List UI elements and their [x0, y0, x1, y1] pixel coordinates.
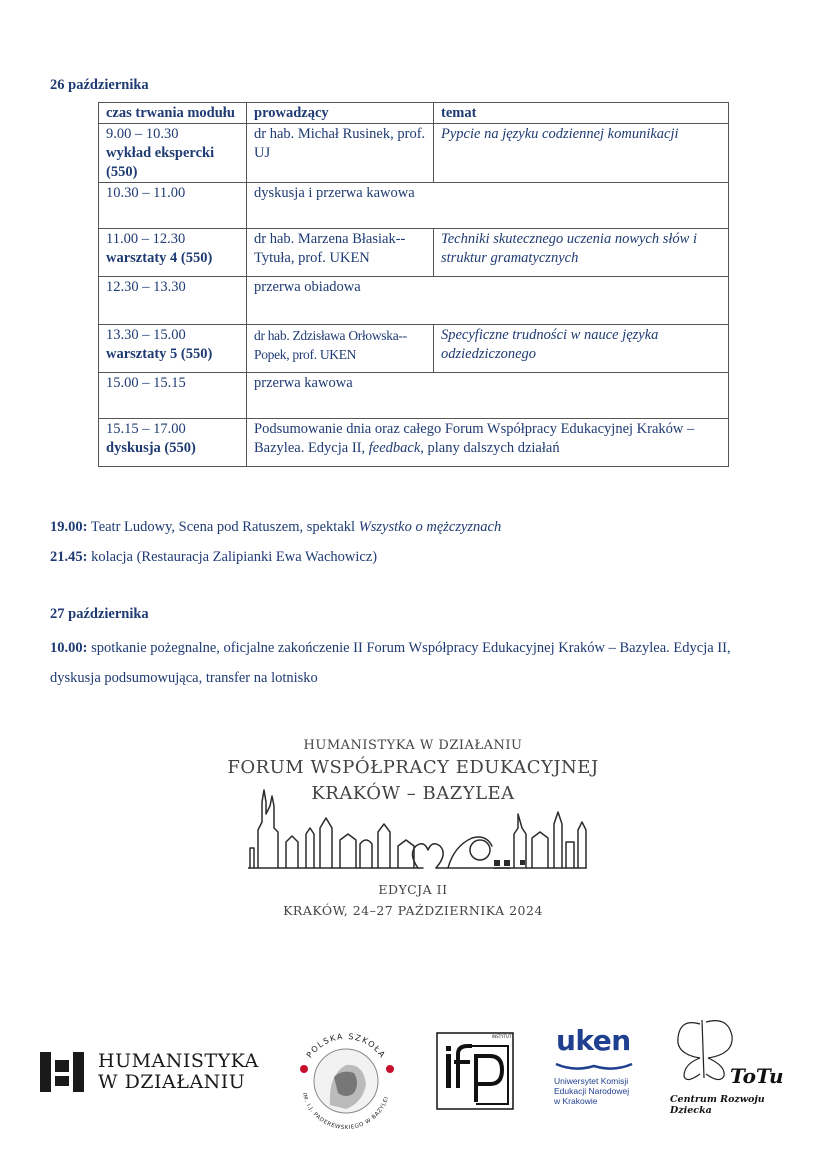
totu-brand: ToTu: [730, 1064, 784, 1088]
row-topic: Techniki skutecznego uczenia nowych słów i struktur gramatycznych: [434, 229, 729, 277]
event-logo-line1: HUMANISTYKA W DZIAŁANIU: [303, 738, 523, 753]
uken-logo: [552, 1024, 648, 1108]
header-topic: temat: [434, 103, 729, 124]
totu-caption: Centrum Rozwoju Dziecka: [670, 1094, 765, 1116]
row-time: 13.30 – 15.00: [106, 327, 186, 343]
day-heading-26: 26 października: [50, 77, 149, 93]
totu-logo: [666, 1014, 786, 1114]
row-type: warsztaty 5 (550): [106, 346, 213, 362]
row-type: wykład ekspercki (550): [106, 145, 215, 180]
row-time: 9.00 – 10.30: [106, 126, 179, 142]
uken-line1: Uniwersytet Komisji: [554, 1076, 629, 1086]
row-time: 15.15 – 17.00: [106, 421, 186, 437]
row-type: dyskusja (550): [106, 440, 196, 456]
evening-item-dinner: 21.45: kolacja (Restauracja Zalipianki Ewa Wachowicz): [50, 549, 378, 565]
svg-text:POLSKA SZKOŁA: POLSKA SZKOŁA: [304, 1031, 388, 1061]
event-logo-dates: KRAKÓW, 24–27 PAŹDZIERNIKA 2024: [283, 903, 543, 918]
row-topic: Pypcie na języku codziennej komunikacji: [434, 124, 729, 183]
humanistyka-mark-icon: [40, 1052, 84, 1092]
humanistyka-line2: W DZIAŁANIU: [98, 1071, 246, 1093]
row-time: 11.00 – 12.30: [106, 231, 186, 247]
uken-line3: w Krakowie: [554, 1096, 598, 1106]
row-speaker: dr hab. Zdzisława Orłowska--Popek, prof. UKEN: [247, 325, 434, 373]
svg-text:INSTYTUT: INSTYTUT: [492, 1034, 512, 1039]
schedule-table: [98, 102, 729, 467]
row-time: 12.30 – 13.30: [99, 277, 247, 325]
polska-szkola-logo: [290, 1025, 402, 1137]
humanistyka-line1: HUMANISTYKA: [98, 1050, 259, 1072]
table-row: [99, 229, 729, 277]
row-speaker: dr hab. Marzena Błasiak--Tytuła, prof. UKEN: [247, 229, 434, 277]
humanistyka-logo: [40, 1050, 260, 1094]
table-header-row: [99, 103, 729, 124]
svg-text:IM. I.J. PADEREWSKIEGO W BAZYL: IM. I.J. PADEREWSKIEGO W BAZYLEI: [300, 1092, 391, 1132]
row-time: 15.00 – 15.15: [99, 373, 247, 419]
table-row: [99, 419, 729, 467]
table-row: [99, 124, 729, 183]
table-row: [99, 373, 729, 419]
row-merged: przerwa kawowa: [247, 373, 729, 419]
row-merged: przerwa obiadowa: [247, 277, 729, 325]
table-row: [99, 325, 729, 373]
ifp-logo: [436, 1032, 514, 1112]
uken-line2: Edukacji Narodowej: [554, 1086, 630, 1096]
event-logo-edition: EDYCJA II: [378, 882, 448, 897]
uken-brand: uken: [556, 1024, 631, 1057]
table-row: [99, 277, 729, 325]
row-merged: Podsumowanie dnia oraz całego Forum Współpracy Edukacyjnej Kraków – Bazylea. Edycja II, feedback, plany dalszych działań: [247, 419, 729, 467]
row-speaker: dr hab. Michał Rusinek, prof. UJ: [247, 124, 434, 183]
row-merged: dyskusja i przerwa kawowa: [247, 183, 729, 229]
uken-book-icon: [554, 1062, 634, 1072]
krakow-skyline-illustration: [248, 784, 588, 870]
polska-szkola-emblem-icon: [290, 1025, 402, 1137]
event-logo-line2: FORUM WSPÓŁPRACY EDUKACYJNEJ: [227, 757, 599, 778]
event-logo-line3: KRAKÓW – BAZYLEA: [311, 783, 515, 804]
ifp-mark-icon: [436, 1032, 514, 1112]
row-topic: Specyficzne trudności w nauce języka odziedziczonego: [434, 325, 729, 373]
farewell-paragraph: 10.00: spotkanie pożegnalne, oficjalne zakończenie II Forum Współpracy Edukacyjnej Kraków – Bazylea. Edycja II, dyskusja podsumowująca, transfer na lotnisko: [50, 640, 731, 686]
evening-item-theatre: 19.00: Teatr Ludowy, Scena pod Ratuszem, spektakl Wszystko o mężczyznach: [50, 519, 502, 535]
day-heading-27: 27 października: [50, 606, 149, 622]
header-duration: czas trwania modułu: [99, 103, 247, 124]
row-time: 10.30 – 11.00: [99, 183, 247, 229]
table-row: [99, 183, 729, 229]
row-type: warsztaty 4 (550): [106, 250, 213, 266]
header-speaker: prowadzący: [247, 103, 434, 124]
